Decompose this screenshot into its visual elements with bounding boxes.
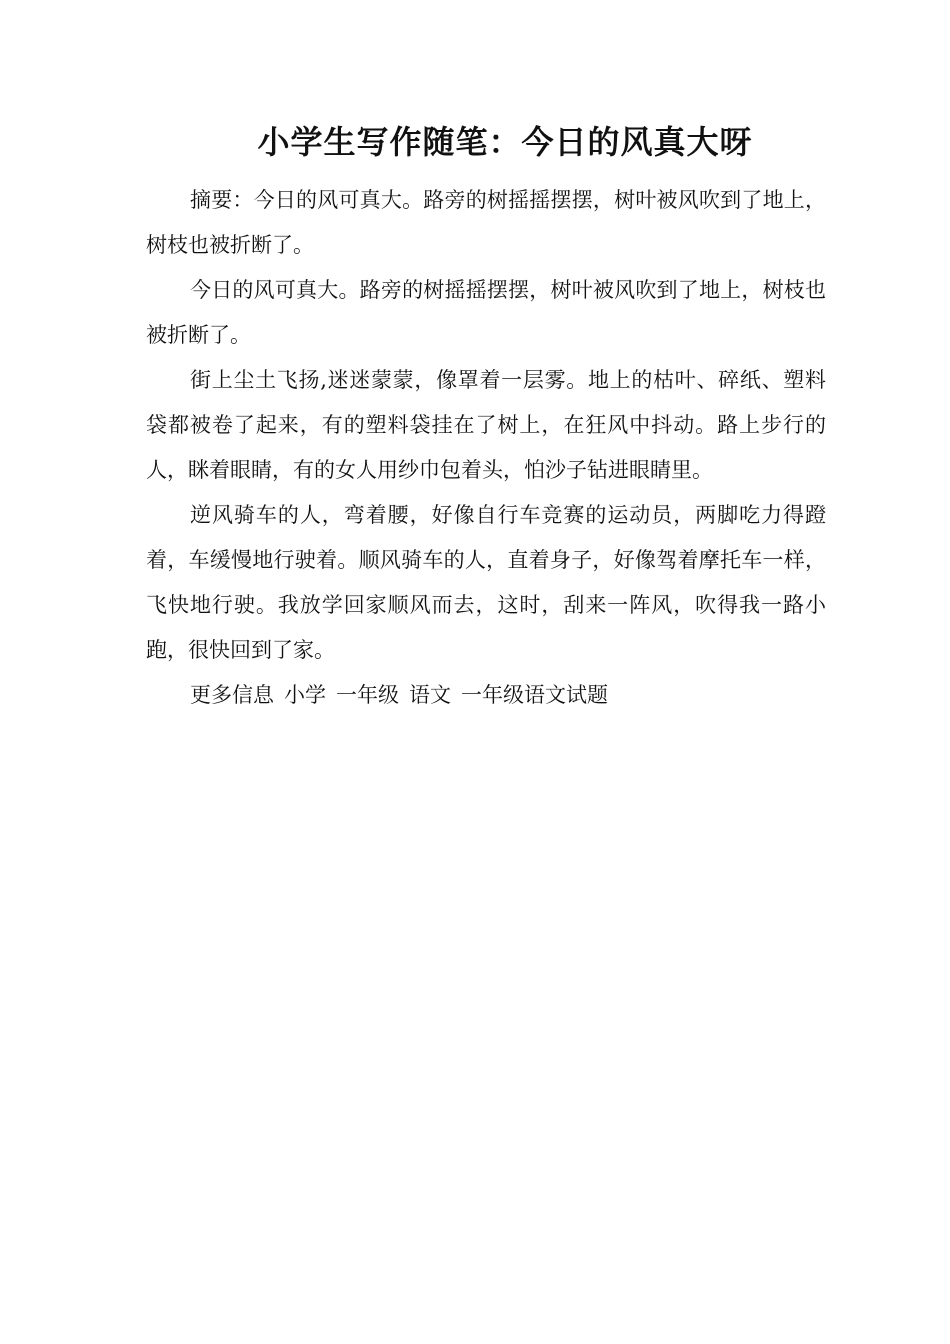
more-info-label: 更多信息 bbox=[190, 683, 274, 707]
more-info-line bbox=[146, 673, 826, 718]
more-info-link-grade-one-chinese-tests[interactable]: 一年级语文试题 bbox=[461, 683, 608, 707]
more-info-link-chinese[interactable]: 语文 bbox=[409, 683, 451, 707]
body-paragraph: 今日的风可真大。路旁的树摇摇摆摆，树叶被风吹到了地上，树枝也被折断了。 bbox=[146, 278, 826, 347]
body-paragraph: 逆风骑车的人，弯着腰，好像自行车竞赛的运动员，两脚吃力得蹬着，车缓慢地行驶着。顺风骑车的人，直着身子，好像驾着摩托车一样，飞快地行驶。我放学回家顺风而去，这时，刮来一阵风，吹得我一路小跑，很快回到了家。 bbox=[146, 503, 826, 662]
document-body bbox=[146, 178, 826, 718]
body-paragraph: 街上尘土飞扬,迷迷蒙蒙，像罩着一层雾。地上的枯叶、碎纸、塑料袋都被卷了起来，有的塑料袋挂在了树上，在狂风中抖动。路上步行的人，眯着眼睛，有的女人用纱巾包着头，怕沙子钻进眼睛里。 bbox=[146, 368, 826, 482]
document-title: 小学生写作随笔：今日的风真大呀 bbox=[257, 123, 753, 161]
more-info-link-grade-one[interactable]: 一年级 bbox=[336, 683, 399, 707]
more-info-link-primary-school[interactable]: 小学 bbox=[284, 683, 326, 707]
abstract-paragraph: 摘要：今日的风可真大。路旁的树摇摇摆摆，树叶被风吹到了地上，树枝也被折断了。 bbox=[146, 188, 826, 257]
